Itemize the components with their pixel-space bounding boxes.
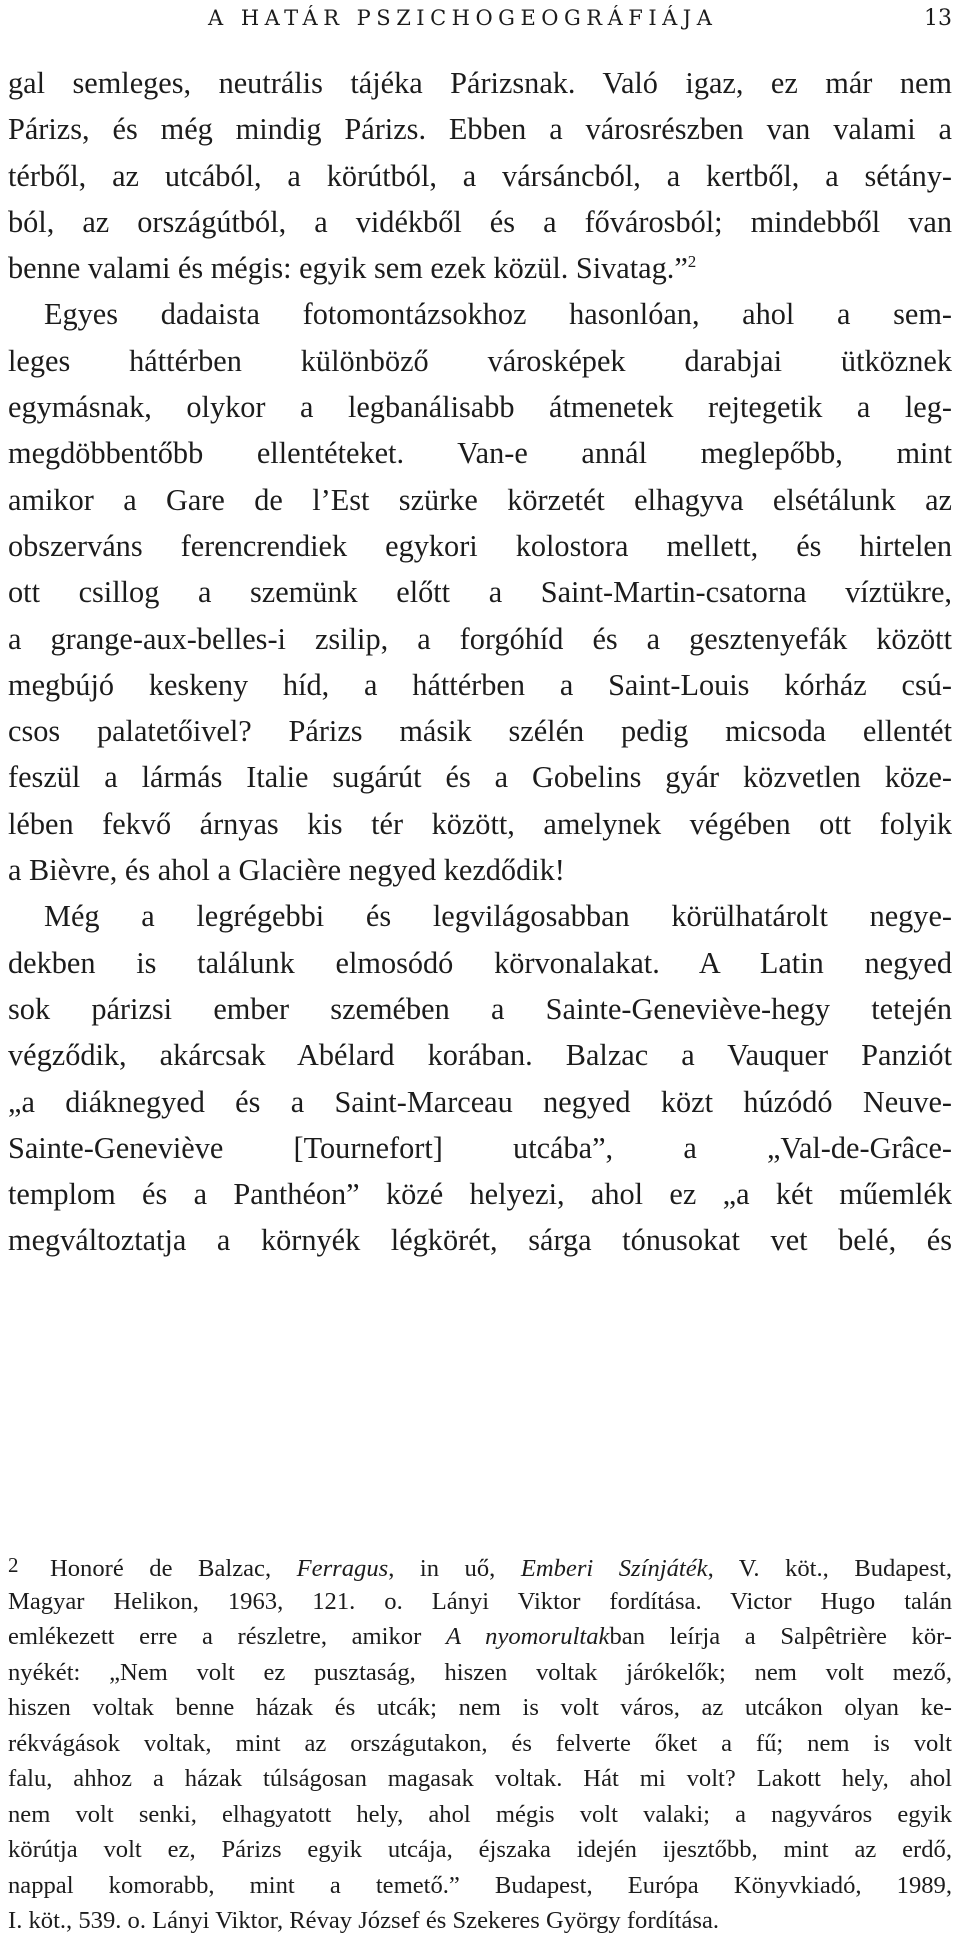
text-line: ott csillog a szemünk előtt a Saint-Martin-csatorna víztükre, xyxy=(8,575,952,610)
footnote-book-title: Emberi Színjáték xyxy=(520,1555,708,1582)
paragraph-1 xyxy=(8,60,952,291)
footnote-line: nem volt senki, elhagyatott hely, ahol mégis volt valaki; a nagyváros egyik xyxy=(8,1800,952,1828)
text-line: a grange-aux-belles-i zsilip, a forgóhíd és a gesztenyefák között xyxy=(8,621,952,656)
text-line: dekben is találunk elmosódó körvonalakat. A Latin negyed xyxy=(8,945,952,980)
text-line: megváltoztatja a környék légkörét, sárga tónusokat vet belé, és xyxy=(8,1223,952,1258)
footnote-line: falu, ahhoz a házak túlságosan magasak voltak. Hát mi volt? Lakott hely, ahol xyxy=(8,1765,952,1792)
footnote-text: emlékezett erre a részletre, amikor xyxy=(8,1623,446,1650)
footnote-text: , in uő, xyxy=(388,1555,521,1582)
footnote-line: hiszen voltak benne házak és utcák; nem is volt város, az utcákon olyan ke- xyxy=(8,1694,952,1721)
text-line: leges háttérben különböző városképek darabjai ütköznek xyxy=(8,343,952,378)
footnote-line xyxy=(8,1548,952,1584)
text-line: feszül a lármás Italie sugárút és a Gobelins gyár közvetlen köze- xyxy=(8,760,952,795)
paragraph-3 xyxy=(8,893,952,1263)
text-line: Egyes dadaista fotomontázsokhoz hasonlóan, ahol a sem- xyxy=(44,297,952,332)
text-line: Párizs, és még mindig Párizs. Ebben a városrészben van valami a xyxy=(8,112,952,147)
footnote-line: nappal komorabb, mint a temető.” Budapest, Európa Könyvkiadó, 1989, xyxy=(8,1871,952,1899)
text-line: Sainte-Geneviève [Tournefort] utcába”, a „Val-de-Grâce- xyxy=(8,1130,952,1165)
text-line: egymásnak, olykor a legbanálisabb átmenetek rejtegetik a leg- xyxy=(8,390,952,425)
text-line: sok párizsi ember szemében a Sainte-Geneviève-hegy tetején xyxy=(8,991,952,1026)
footnote-line: Magyar Helikon, 1963, 121. o. Lányi Viktor fordítása. Victor Hugo talán xyxy=(8,1587,952,1615)
running-head xyxy=(0,2,952,38)
footnote-text: Honoré de Balzac, xyxy=(50,1555,297,1582)
page-number: 13 xyxy=(924,6,952,31)
running-head-title: A HATÁR PSZICHOGEOGRÁFIÁJA xyxy=(208,6,718,30)
text-line: gal semleges, neutrális tájéka Párizsnak. Való igaz, ez már nem xyxy=(8,66,952,100)
footnote-book-title: Ferragus xyxy=(296,1555,389,1582)
text-line: megbújó keskeny híd, a háttérben a Saint-Louis kórház csú- xyxy=(8,667,952,702)
footnote-line: I. köt., 539. o. Lányi Viktor, Révay József és Szekeres György fordítása. xyxy=(8,1907,720,1934)
footnote-text: , V. köt., Budapest, xyxy=(707,1555,952,1582)
footnote-line xyxy=(8,1619,952,1655)
paragraph-2 xyxy=(8,291,952,893)
text-line: „a diáknegyed és a Saint-Marceau negyed közt húzódó Neuve- xyxy=(8,1084,952,1119)
footnote-text: ban leírja a Salpêtrière kör- xyxy=(609,1623,952,1650)
text-line-content: benne valami és mégis: egyik sem ezek közül. Sivatag.” xyxy=(8,251,688,286)
footnote-book-title: A nyomorultak xyxy=(445,1623,610,1650)
body-text xyxy=(8,60,952,1264)
text-line xyxy=(8,245,952,291)
footnote-line: rékvágások voltak, mint az országutakon, és felverte őket a fű; nem is volt xyxy=(8,1729,952,1757)
text-line: lében fekvő árnyas kis tér között, amelynek végében ott folyik xyxy=(8,806,952,841)
footnote-marker: 2 xyxy=(8,1553,19,1577)
text-line: végződik, akárcsak Abélard korában. Balzac a Vauquer Panziót xyxy=(8,1038,952,1073)
footnote-reference[interactable]: 2 xyxy=(687,252,697,272)
text-line: amikor a Gare de l’Est szürke körzetét elhagyva elsétálunk az xyxy=(8,482,952,517)
footnote-line: nyékét: „Nem volt ez pusztaság, hiszen voltak járókelők; nem volt mező, xyxy=(8,1658,952,1686)
footnote-line: körútja volt ez, Párizs egyik utcája, éjszaka idején ijesztőbb, mint az erdő, xyxy=(8,1836,952,1863)
text-line: obszerváns ferencrendiek egykori kolostora mellett, és hirtelen xyxy=(8,528,952,563)
text-line: térből, az utcából, a körútból, a vársáncból, a kertből, a sétány- xyxy=(8,158,952,193)
text-line: Még a legrégebbi és legvilágosabban körülhatárolt negye- xyxy=(44,899,952,934)
text-line: a Bièvre, és ahol a Glacière negyed kezdődik! xyxy=(8,853,565,888)
text-line: ból, az országútból, a vidékből és a fővárosból; mindebből van xyxy=(8,204,952,239)
text-line: csos palatetőivel? Párizs másik szélén pedig micsoda ellentét xyxy=(8,714,952,749)
footnotes xyxy=(8,1548,952,1939)
text-line: templom és a Panthéon” közé helyezi, ahol ez „a két műemlék xyxy=(8,1177,952,1212)
text-line: megdöbbentőbb ellentéteket. Van-e annál meglepőbb, mint xyxy=(8,436,952,471)
